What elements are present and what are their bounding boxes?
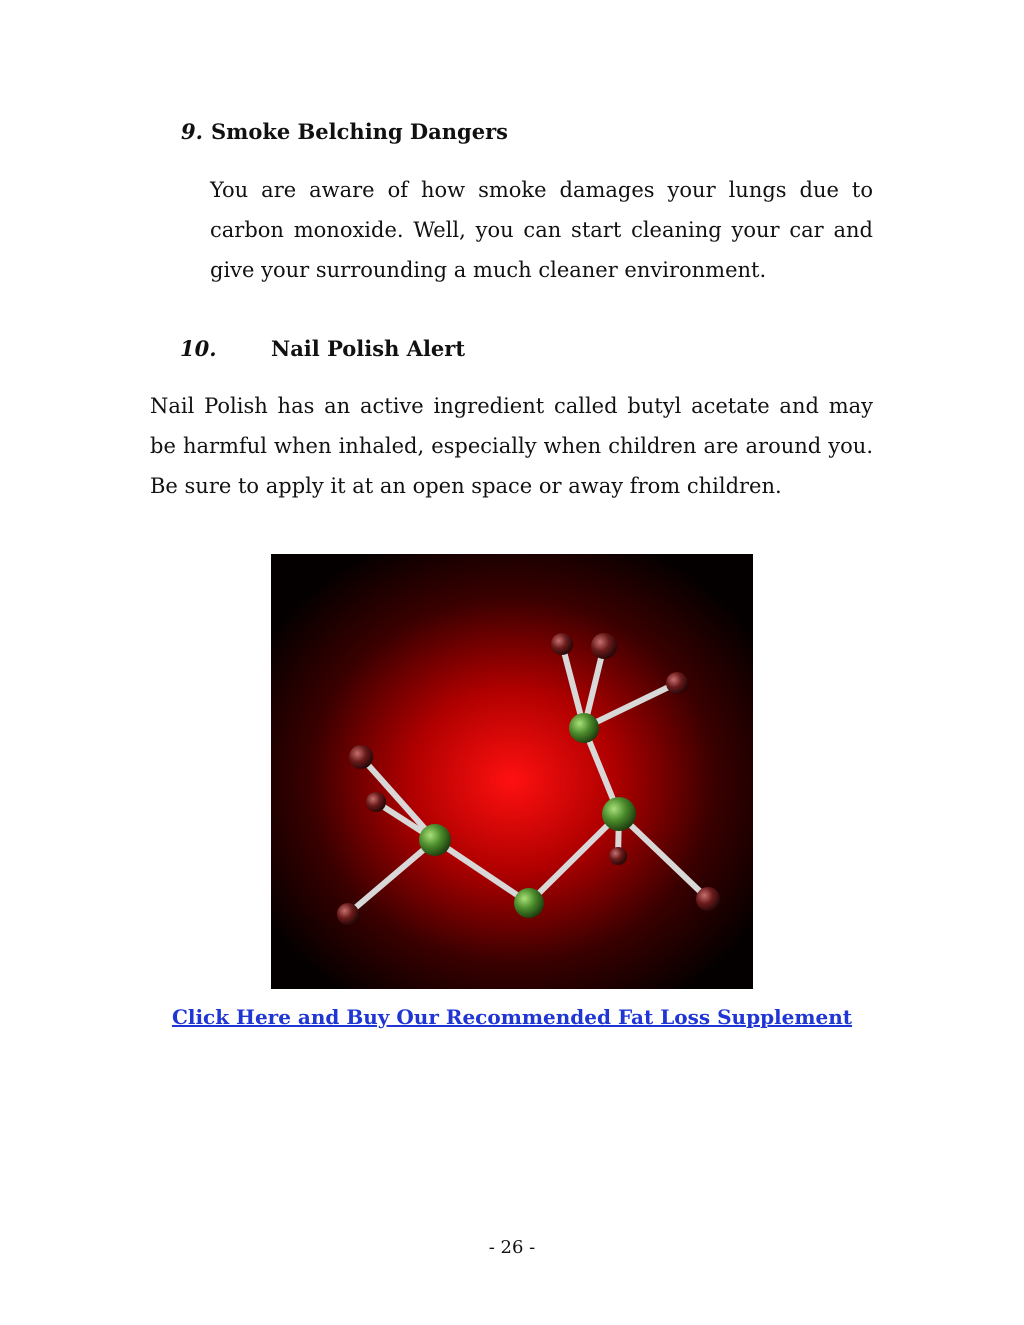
section-9-number: 9. [181,119,203,144]
molecule-image [271,554,753,989]
section-10-number: 10. [180,336,217,361]
recommended-supplement-link[interactable]: Click Here and Buy Our Recommended Fat Loss Supplement [171,1005,853,1029]
cta-link-container [0,1005,1024,1029]
section-10-heading [180,336,466,361]
section-10-body: Nail Polish has an active ingredient called butyl acetate and may be harmful when inhaled, especially when children are around you. Be sure to apply it at an open space or away from children. [150,394,873,498]
section-10-title: Nail Polish Alert [271,336,466,361]
page-number: - 26 - [488,1237,536,1258]
section-9-title: Smoke Belching Dangers [210,119,508,144]
section-9-body: You are aware of how smoke damages your lungs due to carbon monoxide. Well, you can start cleaning your car and give your surrounding a much cleaner environment. [210,178,873,282]
section-9-heading [181,121,508,142]
